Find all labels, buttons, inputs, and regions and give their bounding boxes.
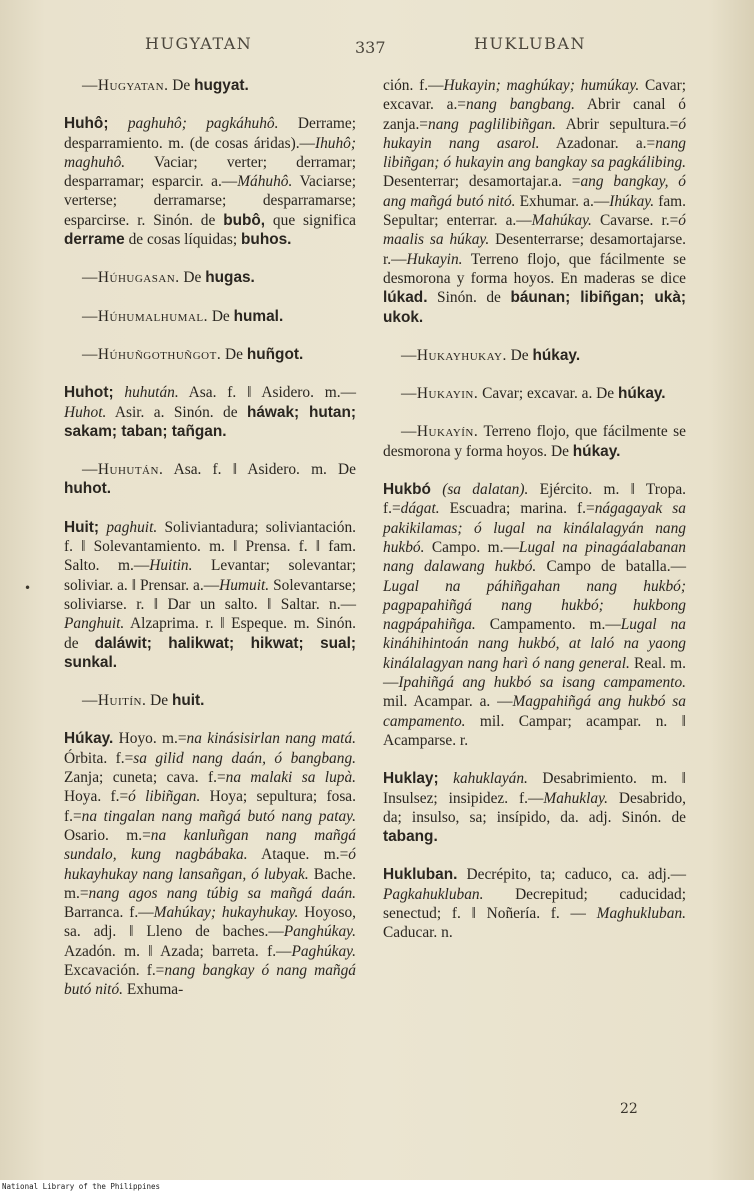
definition: Órbita. f.= xyxy=(64,749,134,767)
cross-ref: huñgot. xyxy=(246,345,304,363)
tagalog: Hukayin; maghúkay; humúkay. xyxy=(443,77,640,94)
definition: Barranca. f.— xyxy=(64,904,154,922)
entry-huho xyxy=(64,114,356,249)
headword: Húkay. xyxy=(64,730,114,748)
definition: Derrame; desparramiento. m. (de cosas áridas).— xyxy=(64,115,356,152)
entry-hukayin xyxy=(383,384,686,403)
entry-huhot xyxy=(64,383,356,441)
text: De xyxy=(506,346,533,364)
text: Cavar; excavar. a. De xyxy=(478,385,618,403)
text: De xyxy=(179,269,206,287)
definition: Decrepitud; caducidad; senectud; f. ‖ Noñería. f. — xyxy=(383,885,686,922)
definition: mil. Campar; acampar. n. ‖ Acamparse. r. xyxy=(383,712,686,749)
entry-hukluban xyxy=(383,865,686,942)
definition: Decrépito, ta; caduco, ca. adj.— xyxy=(457,866,686,884)
definition: Abrir canal ó zanja.= xyxy=(383,96,686,133)
definition: Hoyoso, sa. adj. ‖ Lleno de baches.— xyxy=(64,904,356,941)
definition: Exhumar. a.— xyxy=(515,192,610,210)
library-credit: National Library of the Philippines xyxy=(0,1180,754,1193)
definition: Asir. a. Sinón. de xyxy=(106,403,247,421)
definition: Ataque. m.= xyxy=(247,846,349,864)
tagalog: ang bangkay, ó ang mañgá butó nitó. xyxy=(383,173,686,210)
definition: Escuadra; marina. f.= xyxy=(439,500,595,518)
tagalog: Pagkahukluban. xyxy=(383,885,484,903)
subentry-word: —Hukayin. xyxy=(401,385,479,403)
headword: Huit; xyxy=(64,518,100,536)
entry-hukayhukay xyxy=(383,346,686,365)
definition: Desabrimiento. m. ‖ Insulsez; insipidez. f.— xyxy=(383,770,687,807)
definition: Levantar; solevantar; soliviar. a. ‖ Prensar. a.— xyxy=(64,557,357,594)
cross-ref: báunan; libiñgan; ukà; ukok. xyxy=(383,289,687,326)
entry-hukay xyxy=(64,729,356,999)
signature-number: 22 xyxy=(620,1101,638,1117)
entry-huitin xyxy=(64,691,356,710)
subentry-word: —Huhután. xyxy=(82,461,164,479)
variant: kahuklayán. xyxy=(438,770,528,788)
tagalog: nang agos nang túbig sa mañgá daán. xyxy=(88,884,356,902)
entry-huklay xyxy=(383,769,686,846)
subentry-word: —Hugyatan. xyxy=(82,77,169,94)
entry-hugyatan xyxy=(64,76,356,95)
entry-hukay-continued xyxy=(383,76,686,327)
definition: Hoyo. m.= xyxy=(113,730,187,748)
cross-ref: daláwit; halikwat; hikwat; sual; sunkal. xyxy=(64,634,357,671)
definition: Cavarse. r.= xyxy=(591,212,679,230)
cross-ref: lúkad. xyxy=(383,289,428,307)
tagalog: ó hukayhukay nang lansañgan, ó lubyak. xyxy=(64,846,356,883)
text: Terreno flojo, que fácilmente se desmorona y forma hoyos. De xyxy=(383,423,686,460)
text: Asa. f. ‖ Asidero. m. De xyxy=(163,461,356,479)
tagalog: Ihuhô; maghuhô. xyxy=(64,134,356,171)
definition: Hoya; sepultura; fosa. f.= xyxy=(64,788,356,825)
definition: que significa xyxy=(265,211,356,229)
tagalog: Panghúkay. xyxy=(283,923,356,941)
tagalog: Huitin. xyxy=(149,557,193,575)
text: De xyxy=(146,692,172,710)
tagalog: Mahúkay. xyxy=(531,212,592,230)
definition: Exhuma- xyxy=(123,981,184,999)
tagalog: Mahuklay. xyxy=(543,789,608,807)
tagalog: Lugal na páhiñgahan nang hukbó; pagpapahiñgá nang hukbó; hukbong nagpápahiñga. xyxy=(383,577,686,634)
definition: Azadón. m. ‖ Azada; barreta. f.— xyxy=(64,942,292,960)
cross-ref: hugas. xyxy=(205,269,255,287)
tagalog: nang bangbang. xyxy=(466,96,575,114)
subentry-word: —Húhuñgothuñgot. xyxy=(82,345,222,363)
tagalog: nágagayak sa pakikilamas; ó lugal na kinálalagyán nang hukbó. xyxy=(383,500,686,556)
definition: Hoya. f.= xyxy=(64,788,129,806)
cross-ref: huhot. xyxy=(64,480,112,498)
variant: paghuhô; pagkáhuhô. xyxy=(108,115,279,133)
cross-ref: humal. xyxy=(233,307,284,325)
headword: Huklay; xyxy=(383,770,439,788)
subentry-word: —Hukayhukay. xyxy=(401,346,507,364)
definition: Campo de batalla.— xyxy=(536,558,686,576)
definition: fam. Sepultar; enterrar. a.— xyxy=(383,192,687,230)
running-header xyxy=(0,34,754,60)
cross-ref: tabang. xyxy=(383,828,438,846)
tagalog: Paghúkay. xyxy=(291,942,356,960)
tagalog: na kanluñgan nang mañgá sundalo, kung nagbábaka. xyxy=(64,826,356,864)
tagalog: ó maalis sa húkay. xyxy=(383,212,686,249)
cross-ref: háwak; hutan; sakam; taban; tañgan. xyxy=(64,403,356,440)
definition: Ejército. m. ‖ Tropa. f.= xyxy=(383,481,686,518)
definition: Excavación. f.= xyxy=(64,961,165,979)
tagalog: Maghukluban. xyxy=(596,904,686,922)
tagalog: Huhot. xyxy=(64,403,107,421)
entry-hukbo xyxy=(383,480,686,750)
definition: Real. m.— xyxy=(383,654,686,692)
definition: Vaciarse; verterse; derramarse; desparramarse; esparcirse. r. Sinón. de xyxy=(64,173,357,229)
tagalog: na kinásisirlan nang matá. xyxy=(186,730,356,748)
definition: Solevantarse; soliviarse. r. ‖ Dar un salto. ‖ Saltar. n.— xyxy=(64,576,357,613)
tagalog: Mahúkay; hukayhukay. xyxy=(153,904,299,922)
tagalog: Lugal na pinagáalabanan nang dalawang hukbó. xyxy=(383,538,686,576)
cross-ref: húkay. xyxy=(532,346,581,364)
tagalog: Magpahiñgá ang hukbó sa campamento. xyxy=(383,693,686,730)
tagalog: ó hukayin nang asarol. xyxy=(383,115,687,152)
definition: de cosas líquidas; xyxy=(124,231,242,249)
page-number: 337 xyxy=(355,38,386,57)
tagalog: Lugal na kináhihintoán nang hukbó, at laló na yaong kinálalagyan nang harì ó nang general. xyxy=(383,616,686,672)
subentry-word: —Hukayín. xyxy=(401,423,479,441)
definition: Osario. m.= xyxy=(64,826,151,844)
definition: Cavar; excavar. a.= xyxy=(383,77,687,114)
definition: Alzaprima. r. ‖ Espeque. m. Sinón. de xyxy=(64,615,356,652)
cross-ref: hugyat. xyxy=(194,77,249,94)
definition: Campo. m.— xyxy=(424,538,519,556)
tagalog: sa gilid nang daán, ó bangbang. xyxy=(133,749,356,767)
definition: Zanja; cuneta; cava. f.= xyxy=(64,769,226,787)
headword: Hukluban. xyxy=(383,866,458,884)
definition: ción. f.— xyxy=(383,77,444,94)
entry-huhumalhumal xyxy=(64,307,356,326)
definition: Desenterrarse; desamortajarse. r.— xyxy=(383,231,686,268)
headword: Huhot; xyxy=(64,384,114,402)
cross-ref: húkay. xyxy=(572,442,621,460)
headword: Hukbó xyxy=(383,481,431,499)
tagalog: Hukayin. xyxy=(406,250,463,268)
variant: paghuit. xyxy=(99,518,158,536)
variant: huhután. xyxy=(113,384,179,402)
definition: Asa. f. ‖ Asidero. m.— xyxy=(178,384,356,402)
entry-huhugasan xyxy=(64,268,356,287)
tagalog: dágat. xyxy=(400,500,440,518)
definition: Caducar. n. xyxy=(383,924,453,942)
tagalog: na malaki sa lupà. xyxy=(225,769,357,787)
definition: Abrir sepultura.= xyxy=(556,115,679,133)
header-right-guide-word: HUKLUBAN xyxy=(474,34,586,53)
cross-ref: huit. xyxy=(171,692,205,710)
tagalog: Humuit. xyxy=(219,576,270,594)
definition: Vaciar; verter; derramar; desparramar; esparcir. a.— xyxy=(64,153,356,191)
definition: mil. Acampar. a. — xyxy=(383,693,513,711)
right-column xyxy=(383,76,686,962)
left-column xyxy=(64,76,356,1019)
tagalog: nang bangkay ó nang mañgá butó nitó. xyxy=(64,961,356,999)
subentry-word: —Huitín. xyxy=(82,692,147,710)
tagalog: Máhuhô. xyxy=(237,173,293,191)
definition: Campamento. m.— xyxy=(475,616,621,634)
header-left-guide-word: HUGYATAN xyxy=(145,34,253,53)
entry-hukayin-accent xyxy=(383,422,686,461)
tagalog: nang libiñgan; ó hukayin ang bangkay sa pagkálibing. xyxy=(383,134,686,172)
tagalog: na tingalan nang mañgá butó nang patay. xyxy=(81,807,356,825)
cross-ref: húkay. xyxy=(617,385,666,403)
cross-ref: bubô, xyxy=(223,211,266,229)
definition: Sinón. de xyxy=(427,289,511,307)
definition: Soliviantadura; soliviantación. f. ‖ Solevantamiento. m. ‖ Prensa. f. ‖ fam. Salto. m.— xyxy=(64,518,356,575)
text: De xyxy=(207,307,234,325)
tagalog: nang paglilibiñgan. xyxy=(428,115,557,133)
definition: Bache. m.= xyxy=(64,865,356,902)
text: De xyxy=(221,345,247,363)
entry-huit xyxy=(64,518,356,672)
definition: Azadonar. a.= xyxy=(539,134,656,152)
entry-huhutan xyxy=(64,460,356,499)
text: De xyxy=(168,77,195,94)
tagalog: Ihúkay. xyxy=(609,192,655,210)
cross-ref: buhos. xyxy=(241,231,292,249)
definition: Desenterrar; desamortajar.a. = xyxy=(383,173,581,191)
variant: (sa dalatan). xyxy=(430,481,529,499)
cross-ref: derrame xyxy=(64,231,125,249)
definition: Desabrido, da; insulso, sa; insípido, da. adj. Sinón. de xyxy=(383,789,686,826)
subentry-word: —Húhumalhumal. xyxy=(82,307,208,325)
tagalog: Panghuit. xyxy=(64,615,125,633)
definition: Terreno flojo, que fácilmente se desmorona y forma hoyos. En maderas se dice xyxy=(383,250,686,287)
headword: Huhô; xyxy=(64,115,109,133)
entry-huhungothungot xyxy=(64,345,356,364)
subentry-word: —Húhugasan. xyxy=(82,269,180,287)
tagalog: Ipahiñgá ang hukbó sa isang campamento. xyxy=(398,674,686,692)
tagalog: ó libiñgan. xyxy=(128,788,201,806)
margin-bullet: • xyxy=(24,581,32,595)
